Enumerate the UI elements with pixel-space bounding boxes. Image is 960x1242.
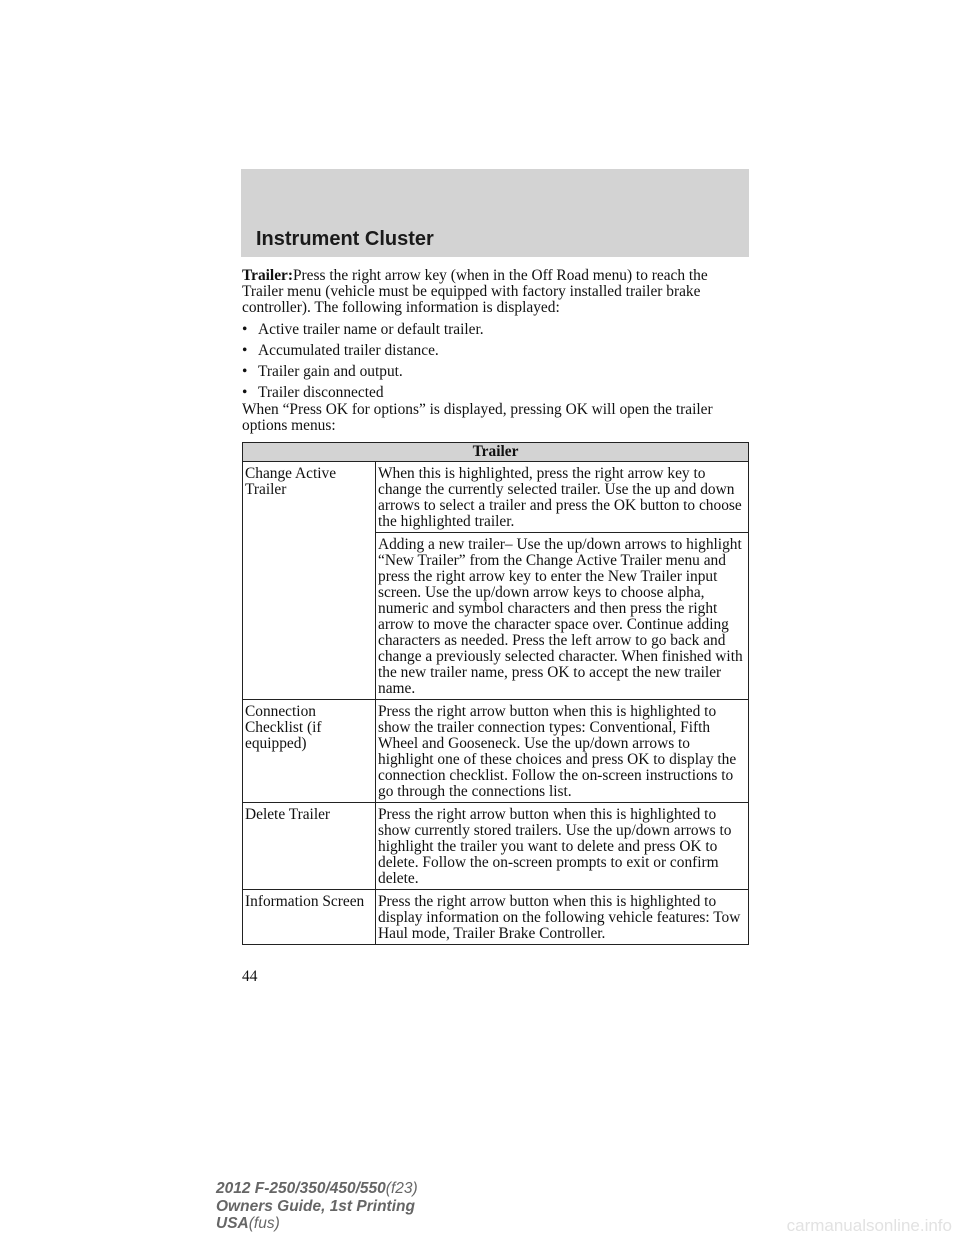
table-row — [243, 533, 749, 700]
table-row — [243, 803, 749, 890]
intro-paragraph — [242, 268, 750, 316]
footer-model: 2012 F-250/350/450/550 — [216, 1180, 386, 1197]
footer-line-3 — [216, 1215, 418, 1233]
section-header-band — [241, 169, 749, 257]
option-description: Press the right arrow button when this is highlighted to show the trailer connection types: Conventional, Fifth Wheel and Gooseneck. Use the up/down arrows to highlight one of these choices and press OK to display the connection checklist. Follow the on-screen instructions to go through the connections list. — [376, 700, 749, 803]
trailer-options-table — [242, 442, 749, 945]
section-title: Instrument Cluster — [256, 228, 434, 250]
option-name: Change Active Trailer — [243, 462, 376, 533]
option-name: Information Screen — [243, 890, 376, 945]
footer-line-2: Owners Guide, 1st Printing — [216, 1197, 415, 1215]
option-description: Press the right arrow button when this is highlighted to display information on the following vehicle features: Tow Haul mode, Trailer Brake Controller. — [376, 890, 749, 945]
footer-market: USA — [216, 1215, 249, 1232]
table-row — [243, 462, 749, 533]
table-row — [243, 890, 749, 945]
footer-market-code: (fus) — [248, 1215, 280, 1232]
watermark-text: carmanualsonline.info — [786, 1216, 952, 1235]
info-list — [242, 322, 750, 401]
option-description: When this is highlighted, press the right arrow key to change the currently selected trailer. Use the up and down arrows to select a trailer and press the OK button to choose the highlighted trailer. — [376, 462, 749, 533]
option-description: Press the right arrow button when this is highlighted to show currently stored trailers. Use the up/down arrows to highlight the trailer you want to delete and press OK to delete. Follow the on-screen prompts to exit or confirm delete. — [376, 803, 749, 890]
option-description: Adding a new trailer– Use the up/down arrows to highlight “New Trailer” from the Change Active Trailer menu and press the right arrow key to enter the New Trailer input screen. Use the up/down arrow keys to choose alpha, numeric and symbol characters and then press the right arrow to move the character space over. Continue adding characters as needed. Press the left arrow to go back and change a previously selected character. When finished with the new trailer name, press OK to accept the new trailer name. — [376, 533, 749, 700]
option-name: Delete Trailer — [243, 803, 376, 890]
option-name — [243, 533, 376, 700]
table-header-row — [243, 443, 749, 462]
page-number: 44 — [242, 968, 258, 985]
page-content — [242, 268, 750, 945]
intro-lead: Trailer: — [242, 267, 293, 284]
intro-text: Press the right arrow key (when in the Off Road menu) to reach the Trailer menu (vehicle must be equipped with factory installed trailer brake controller). The following information is displayed: — [242, 267, 708, 316]
list-item: • Active trailer name or default trailer. — [242, 322, 750, 338]
footer-line-1 — [216, 1180, 418, 1198]
options-paragraph: When “Press OK for options” is displayed, pressing OK will open the trailer options menus: — [242, 401, 713, 434]
list-item: • Accumulated trailer distance. — [242, 343, 750, 359]
document-footer — [216, 1180, 418, 1233]
table-header: Trailer — [243, 443, 749, 462]
list-item: • Trailer gain and output. — [242, 364, 750, 380]
table-row — [243, 700, 749, 803]
option-name: Connection Checklist (if equipped) — [243, 700, 376, 803]
list-item: • Trailer disconnected — [242, 385, 750, 401]
footer-model-code: (f23) — [385, 1180, 418, 1197]
